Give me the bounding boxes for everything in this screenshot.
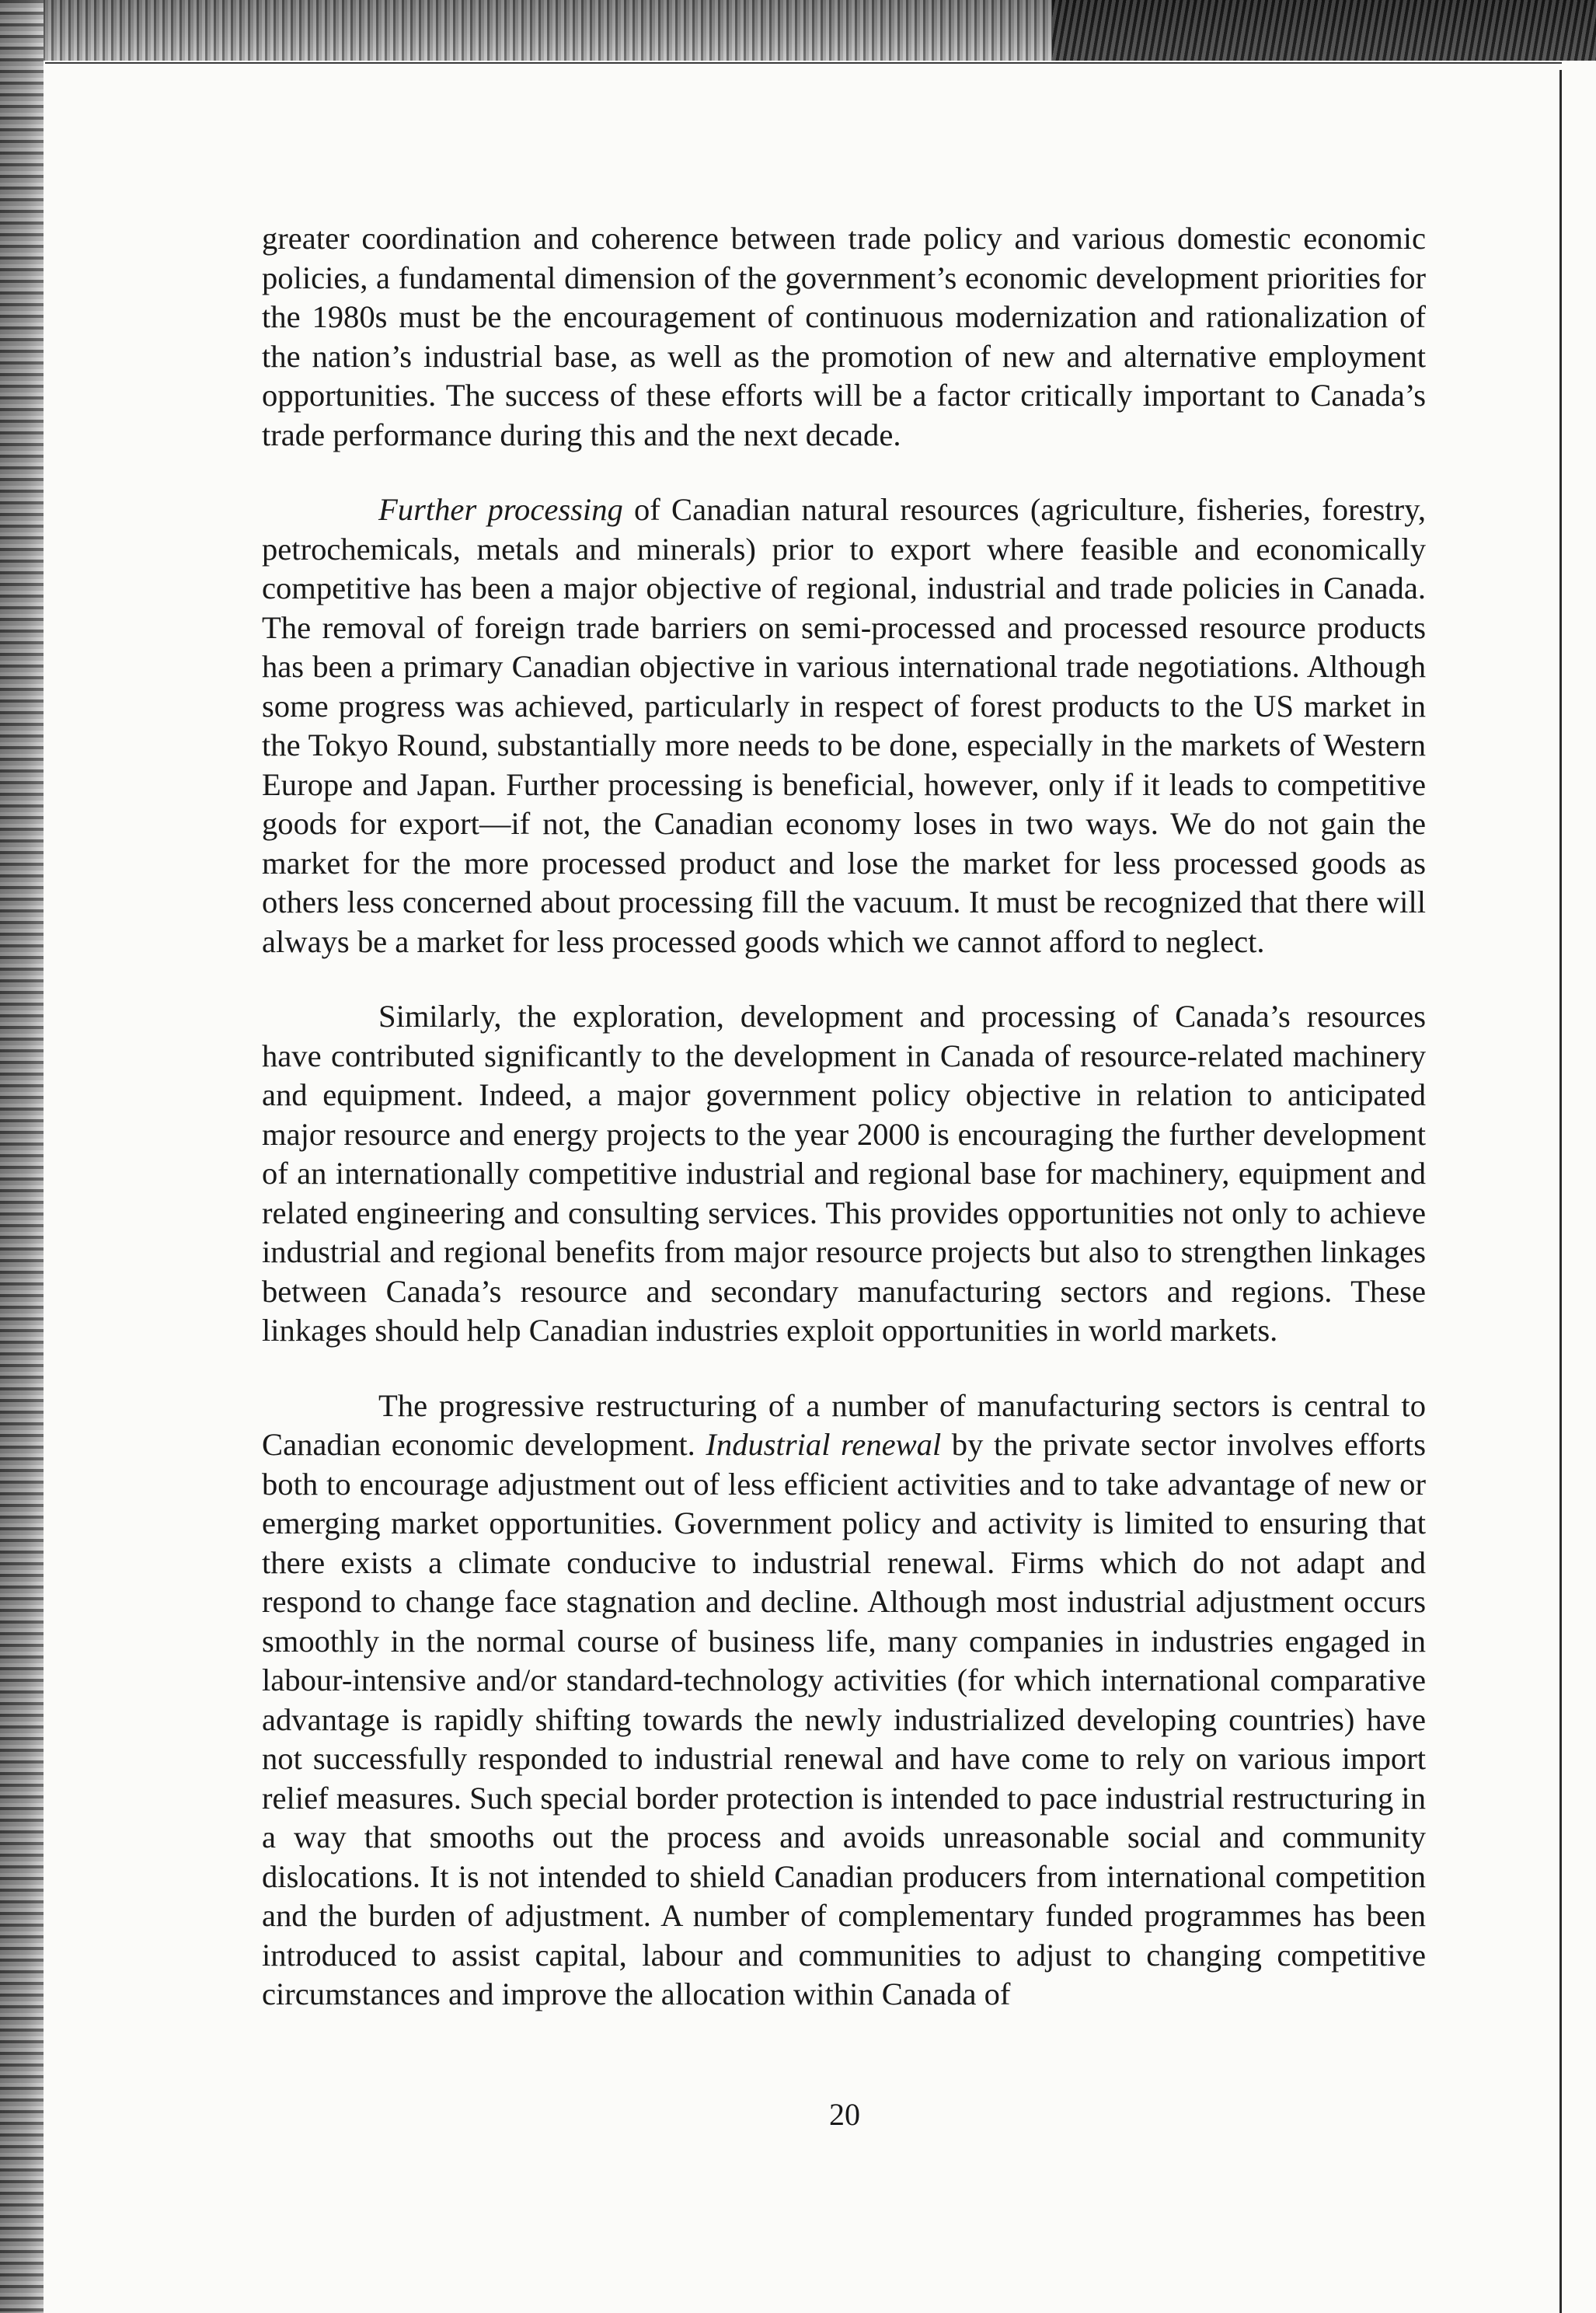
page-number: 20: [829, 2097, 860, 2132]
paragraph-continuation: greater coordination and coherence between trade policy and various domestic economic policies, a fundamental dimension of the government’s economic development priorities for the 1980s must be the encouragement of continuous modernization and rationalization of the nation’s industrial base, as well as the promotion of new and alternative employment opportunities. The success of these efforts will be a factor critically important to Canada’s trade performance during this and the next decade.: [262, 221, 1426, 452]
paragraph-industrial-renewal: [262, 1387, 1426, 2015]
scan-border-top-dark: [1052, 0, 1596, 61]
page-edge-right: [1559, 70, 1562, 2313]
paragraph-resources: Similarly, the exploration, development and processing of Canada’s resources have contributed significantly to the development in Canada of resource-related machinery and equipment. Indeed, a major government policy objective in relation to anticipated major resource and energy projects to the year 2000 is encouraging the further development of an internationally competitive industrial and regional base for machinery, equipment and related engineering and consulting services. This provides opportunities not only to achieve industrial and regional benefits from major resource projects but also to strengthen linkages between Canada’s resource and secondary manufacturing sectors and regions. These linkages should help Canadian industries exploit opportunities in world markets.: [262, 999, 1426, 1348]
term-further-processing: Further processing: [378, 492, 623, 527]
scan-border-left: [0, 0, 44, 2313]
paragraph-text: of Canadian natural resources (agriculture, fisheries, forestry, petrochemicals, metals and minerals) prior to export where feasible and economically competitive has been a major objective of regional, industrial and trade policies in Canada. The removal of foreign trade barriers on semi-processed and processed resource products has been a primary Canadian objective in various international trade negotiations. Although some progress was achieved, particularly in respect of forest products to the US market in the Tokyo Round, substantially more needs to be done, especially in the markets of Western Europe and Japan. Further processing is beneficial, however, only if it leads to competitive goods for export—if not, the Canadian economy loses in two ways. We do not gain the market for the more processed product and lose the market for less processed goods as others less concerned about processing fill the vacuum. It must be recognized that there will always be a market for less processed goods which we cannot afford to neglect.: [262, 492, 1426, 959]
paragraph-text: The progressive restructuring of a number of manufacturing sectors is central to Canadian economic development.: [262, 1387, 1426, 1462]
page-edge-top: [45, 62, 1562, 64]
term-industrial-renewal: Industrial renewal: [706, 1427, 942, 1462]
paragraph-text: by the private sector involves efforts both to encourage adjustment out of less efficient activities and to take advantage of new or emerging market opportunities. Government policy and activity is limited to ensuring that there exists a climate conducive to industrial renewal. Firms which do not adapt and respond to change face stagnation and decline. Although most industrial adjustment occurs smoothly in the normal course of business life, many companies in industries engaged in labour-intensive and/or standard-technology activities (for which international comparative advantage is rapidly shifting towards the newly industrialized developing countries) have not successfully responded to industrial renewal and have come to rely on various import relief measures. Such special border protection is intended to pace industrial restructuring in a way that smooths out the process and avoids unreasonable social and community dislocations. It is not intended to shield Canadian producers from international competition and the burden of adjustment. A number of complementary funded programmes has been introduced to assist capital, labour and communities to adjust to changing competitive circumstances and improve the allocation within Canada of: [262, 1427, 1426, 2011]
body-text: [262, 219, 1426, 2050]
paragraph-further-processing: [262, 490, 1426, 961]
